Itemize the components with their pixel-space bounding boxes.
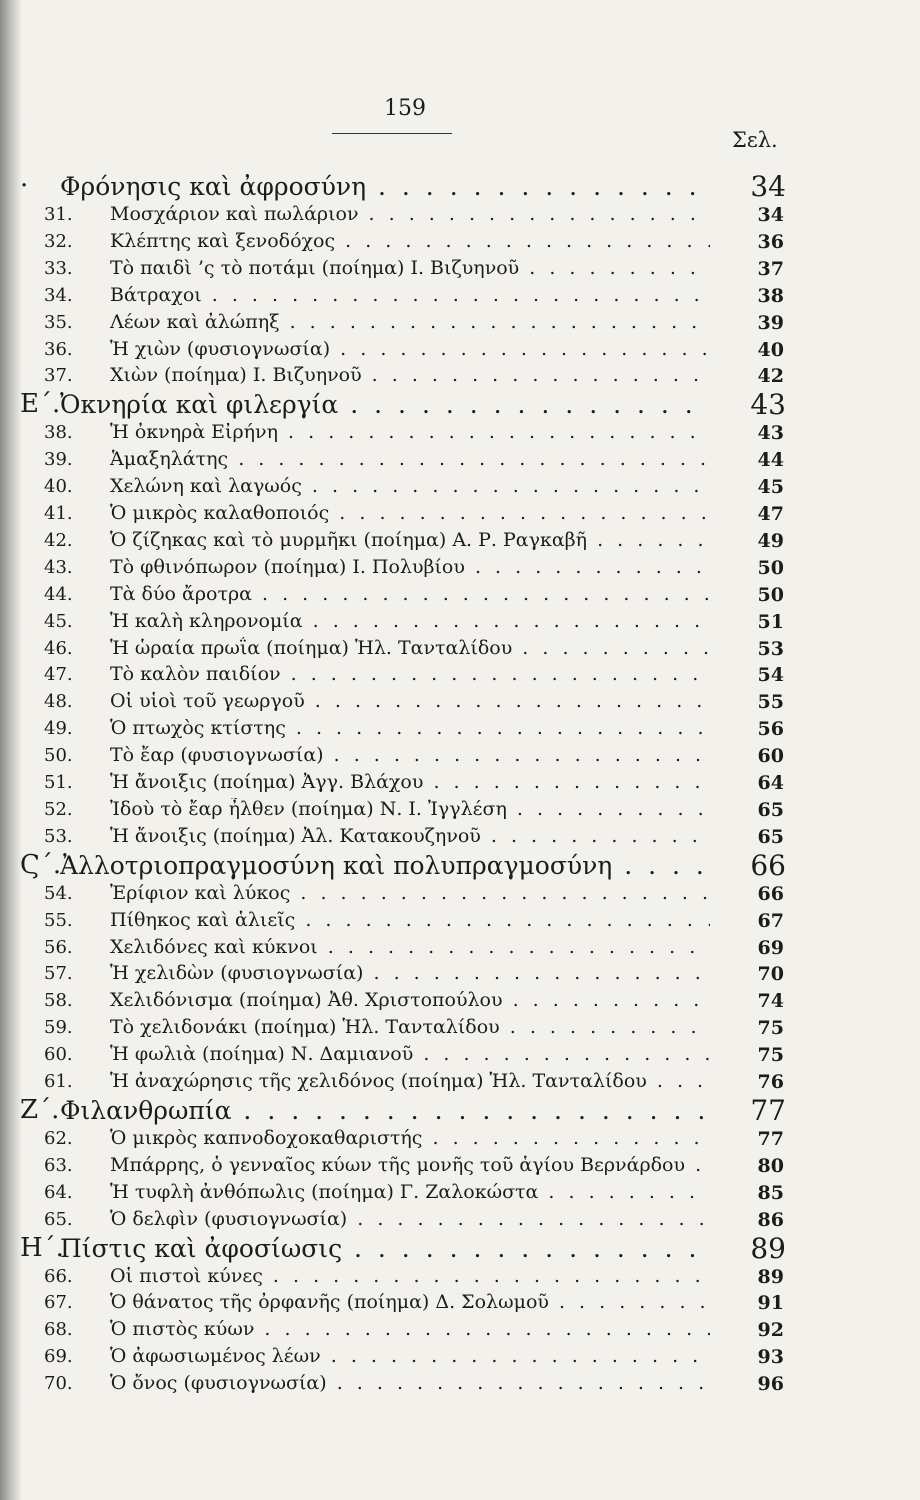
toc-entry	[0, 555, 920, 581]
toc-entry	[0, 447, 920, 473]
entry-title: Τὸ καλὸν παιδίον . . .	[110, 663, 710, 685]
entry-number: 59.	[44, 1017, 73, 1039]
toc-entry	[0, 1069, 920, 1095]
entry-number: 32.	[44, 230, 73, 252]
entry-number: 36.	[44, 338, 73, 360]
entry-number: 45.	[44, 610, 73, 632]
entry-number: 64.	[44, 1181, 73, 1203]
toc-entry	[0, 1290, 920, 1316]
page-reference: 65	[757, 798, 784, 821]
entry-number: 42.	[44, 529, 73, 551]
entry-number: 55.	[44, 909, 73, 931]
entry-number: 49.	[44, 718, 73, 740]
page-reference: 45	[757, 476, 784, 499]
page-reference: 64	[757, 772, 784, 794]
section-heading	[0, 1231, 920, 1268]
entry-number: 35.	[44, 311, 73, 333]
entry-number: 52.	[44, 798, 73, 820]
entry-title: Ἡ φωλιὰ (ποίημα) Ν. Δαμιανοῦ . . .	[110, 1043, 710, 1065]
toc-entry	[0, 689, 920, 715]
page-reference: 56	[757, 718, 784, 741]
section-title: Φρόνησις καὶ ἀφροσύνη . . .	[60, 172, 710, 201]
entry-number: 69.	[44, 1346, 73, 1368]
entry-title: Ὁ ὄνος (φυσιογνωσία) . . .	[110, 1372, 710, 1394]
section-title: Ἀλλοτριοπραγμοσύνη καὶ πολυπραγμοσύνη . . .	[60, 851, 710, 880]
entry-title: Ἡ ὀκνηρὰ Εἰρήνη . . .	[110, 421, 710, 443]
page-column-label: Σελ.	[732, 128, 778, 152]
entry-title: Χελιδόνες καὶ κύκνοι . . .	[110, 936, 710, 958]
entry-number: 38.	[44, 422, 73, 444]
toc-entry	[0, 474, 920, 500]
page-reference: 93	[757, 1346, 784, 1369]
page-reference: 37	[757, 257, 784, 280]
entry-title: Ἡ ἄνοιξις (ποίημα) Ἀλ. Κατακουζηνοῦ . . .	[110, 825, 710, 847]
toc-entry	[0, 310, 920, 336]
toc-entry	[0, 908, 920, 934]
entry-number: 70.	[44, 1373, 73, 1395]
toc-entry	[0, 935, 920, 961]
toc-entry	[0, 881, 920, 907]
toc-entry	[0, 283, 920, 309]
page-reference: 50	[757, 556, 784, 579]
entry-number: 51.	[44, 772, 73, 793]
page-reference: 50	[757, 583, 784, 606]
section-heading	[0, 172, 920, 206]
entry-title: Ὁ μικρὸς καλαθοποιός . . .	[110, 502, 710, 524]
page-reference: 85	[757, 1181, 784, 1204]
toc-entry	[0, 662, 920, 688]
page-reference: 54	[757, 664, 784, 687]
entry-title: Ὁ μικρὸς καπνοδοχοκαθαριστής . . .	[110, 1127, 710, 1149]
page-reference: 43	[750, 388, 786, 422]
section-title: Πίστις καὶ ἀφοσίωσις . . .	[60, 1234, 710, 1263]
page-reference: 96	[757, 1373, 784, 1396]
entry-title: Τὸ παιδὶ ’ς τὸ ποτάμι (ποίημα) Ι. Βιζυηνοῦ . . .	[110, 257, 710, 279]
section-letter: ·	[20, 171, 29, 201]
entry-title: Ἐρίφιον καὶ λύκος . . .	[110, 882, 710, 904]
entry-number: 46.	[44, 637, 73, 659]
section-letter: Ϛ΄.	[20, 849, 62, 880]
entry-title: Πίθηκος καὶ ἁλιεῖς . . .	[110, 909, 710, 931]
page-reference: 38	[757, 284, 784, 307]
toc-entry	[0, 582, 920, 608]
section-title: Φιλανθρωπία . . .	[60, 1096, 710, 1125]
page-reference: 77	[757, 1127, 784, 1150]
entry-title: Ὁ θάνατος τῆς ὀρφανῆς (ποίημα) Δ. Σολωμοῦ . . .	[110, 1291, 710, 1313]
page-reference: 74	[757, 990, 784, 1013]
entry-number: 60.	[44, 1044, 73, 1066]
entry-number: 33.	[44, 257, 73, 279]
page-reference: 66	[757, 882, 784, 905]
toc-entry	[0, 1015, 920, 1041]
toc-entry	[0, 961, 920, 987]
toc-entry	[0, 501, 920, 527]
page-reference: 92	[757, 1319, 784, 1342]
toc-entry	[0, 797, 920, 823]
entry-title: Ἡ ἀναχώρησις τῆς χελιδόνος (ποίημα) Ἡλ. Τανταλίδου . . .	[110, 1070, 710, 1092]
page-reference: 36	[757, 230, 784, 253]
entry-number: 53.	[44, 825, 73, 847]
toc-entry	[0, 743, 920, 769]
entry-title: Τὸ ἔαρ (φυσιογνωσία) . . .	[110, 744, 710, 766]
entry-number: 67.	[44, 1292, 73, 1314]
toc-entry	[0, 770, 920, 796]
entry-title: Μπάρρης, ὁ γενναῖος κύων τῆς μονῆς τοῦ ἁγίου Βερνάρδου . . .	[110, 1154, 710, 1176]
page-reference: 67	[757, 909, 784, 932]
entry-number: 56.	[44, 936, 73, 958]
entry-title: Ὁ πιστὸς κύων . . .	[110, 1318, 710, 1340]
toc-entry	[0, 988, 920, 1014]
toc-entry	[0, 528, 920, 554]
entry-number: 47.	[44, 664, 73, 686]
page-reference: 89	[750, 1231, 786, 1265]
page-reference: 47	[757, 503, 784, 525]
entry-number: 48.	[44, 691, 73, 713]
page-reference: 91	[757, 1292, 784, 1315]
toc-entry	[0, 636, 920, 662]
toc-entry	[0, 1126, 920, 1152]
entry-number: 68.	[44, 1319, 73, 1341]
toc-entry	[0, 716, 920, 742]
toc-entry	[0, 229, 920, 255]
entry-number: 43.	[44, 556, 73, 578]
entry-number: 31.	[44, 204, 73, 225]
entry-number: 34.	[44, 284, 73, 306]
page-reference: 86	[757, 1208, 784, 1231]
entry-title: Ὁ ζίζηκας καὶ τὸ μυρμῆκι (ποίημα) Α. Ρ. Ραγκαβῆ . . .	[110, 529, 710, 551]
section-letter: Η΄.	[20, 1232, 64, 1263]
page-number: 159	[384, 96, 426, 121]
entry-number: 40.	[44, 476, 73, 498]
page-reference: 75	[757, 1017, 784, 1040]
entry-title: Ἡ τυφλὴ ἀνθόπωλις (ποίημα) Γ. Ζαλοκώστα . . .	[110, 1181, 710, 1203]
page-reference: 70	[757, 963, 784, 986]
entry-title: Κλέπτης καὶ ξενοδόχος . . .	[110, 230, 710, 252]
section-letter: Ε΄.	[20, 389, 61, 420]
page-reference: 49	[757, 529, 784, 552]
entry-title: Χελώνη καὶ λαγωός . . .	[110, 475, 710, 497]
section-heading	[0, 390, 920, 424]
page-reference: 55	[757, 691, 784, 714]
toc-entry	[0, 1344, 920, 1370]
page-reference: 51	[757, 610, 784, 633]
entry-number: 44.	[44, 583, 73, 605]
entry-number: 57.	[44, 963, 73, 985]
toc-entry	[0, 1180, 920, 1206]
entry-number: 61.	[44, 1071, 73, 1092]
header-rule	[332, 133, 452, 134]
section-heading	[0, 848, 920, 885]
entry-title: Ἰδοὺ τὸ ἔαρ ἦλθεν (ποίημα) Ν. Ι. Ἰγγλέση . . .	[110, 798, 710, 820]
toc-entry	[0, 609, 920, 635]
toc-entry	[0, 363, 920, 389]
entry-title: Ἡ καλὴ κληρονομία . . .	[110, 610, 710, 632]
page-reference: 43	[757, 422, 784, 445]
entry-title: Ἡ ὡραία πρωΐα (ποίημα) Ἡλ. Τανταλίδου . . .	[110, 637, 710, 659]
toc-entry	[0, 337, 920, 363]
toc-entry	[0, 1153, 920, 1179]
entry-number: 41.	[44, 503, 73, 524]
page-reference: 34	[750, 170, 786, 203]
page-reference: 42	[757, 365, 784, 388]
entry-title: Χελιδόνισμα (ποίημα) Ἀθ. Χριστοπούλου . . .	[110, 989, 710, 1011]
page-reference: 53	[757, 637, 784, 660]
page-reference: 76	[757, 1071, 784, 1093]
page-reference: 44	[757, 449, 784, 472]
entry-title: Οἱ υἱοὶ τοῦ γεωργοῦ . . .	[110, 690, 710, 712]
toc-entry	[0, 420, 920, 446]
toc-entry	[0, 202, 920, 228]
entry-title: Λέων καὶ ἀλώπηξ . . .	[110, 311, 710, 333]
page-reference: 39	[757, 311, 784, 334]
entry-number: 58.	[44, 990, 73, 1012]
toc-entry	[0, 1371, 920, 1397]
page-reference: 60	[757, 745, 784, 768]
toc-entry	[0, 256, 920, 282]
entry-title: Χιὼν (ποίημα) Ι. Βιζυηνοῦ . . .	[110, 364, 710, 386]
section-heading	[0, 1093, 920, 1130]
page-reference: 69	[757, 936, 784, 959]
toc-entry	[0, 1317, 920, 1343]
entry-title: Μοσχάριον καὶ πωλάριον . . .	[110, 203, 710, 225]
page-reference: 77	[750, 1093, 786, 1127]
entry-title: Οἱ πιστοὶ κύνες . . .	[110, 1265, 710, 1287]
entry-title: Τὰ δύο ἄροτρα . . .	[110, 583, 710, 605]
entry-title: Ὁ πτωχὸς κτίστης . . .	[110, 717, 710, 739]
page-reference: 40	[757, 338, 784, 361]
entry-title: Τὸ χελιδονάκι (ποίημα) Ἡλ. Τανταλίδου . . .	[110, 1016, 710, 1038]
toc-entry	[0, 1207, 920, 1233]
entry-number: 65.	[44, 1208, 73, 1230]
page-reference: 80	[757, 1154, 784, 1177]
entry-title: Ἡ ἄνοιξις (ποίημα) Ἀγγ. Βλάχου . . .	[110, 771, 710, 793]
entry-number: 50.	[44, 745, 73, 767]
page-reference: 75	[757, 1044, 784, 1067]
entry-title: Ὁ ἀφωσιωμένος λέων . . .	[110, 1345, 710, 1367]
page-reference: 65	[757, 825, 784, 848]
entry-number: 62.	[44, 1127, 73, 1149]
entry-title: Ὁ δελφὶν (φυσιογνωσία) . . .	[110, 1208, 710, 1230]
entry-title: Ἡ χελιδὼν (φυσιογνωσία) . . .	[110, 962, 710, 984]
entry-title: Ἡ χιὼν (φυσιογνωσία) . . .	[110, 338, 710, 360]
toc-entry	[0, 824, 920, 850]
entry-title: Τὸ φθινόπωρον (ποίημα) Ι. Πολυβίου . . .	[110, 556, 710, 578]
section-letter: Ζ΄.	[20, 1094, 60, 1125]
section-title: Ὀκνηρία καὶ φιλεργία . . .	[60, 390, 710, 419]
page-reference: 34	[757, 204, 784, 226]
page-reference: 66	[750, 848, 786, 882]
entry-number: 63.	[44, 1154, 73, 1176]
toc-entry	[0, 1042, 920, 1068]
page-reference: 89	[757, 1265, 784, 1288]
entry-number: 37.	[44, 365, 73, 387]
entry-title: Βάτραχοι . . .	[110, 284, 710, 306]
entry-title: Ἁμαξηλάτης . . .	[110, 448, 710, 470]
entry-number: 54.	[44, 882, 73, 904]
entry-number: 66.	[44, 1265, 73, 1287]
entry-number: 39.	[44, 449, 73, 471]
toc-entry	[0, 1264, 920, 1290]
